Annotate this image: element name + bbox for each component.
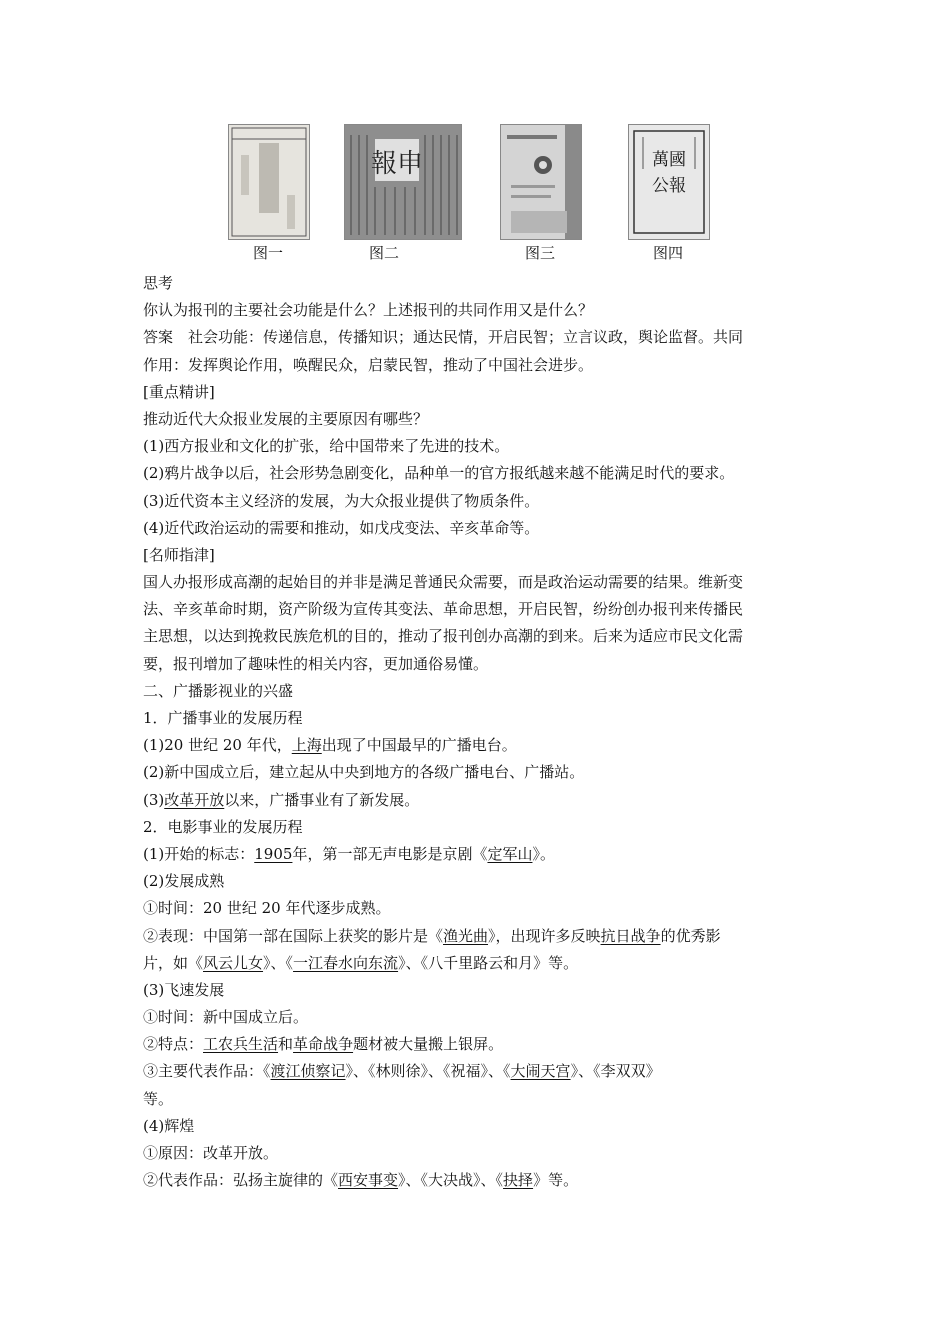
film-item: 等。 xyxy=(143,1089,174,1108)
focus-item: (4)近代政治运动的需要和推动，如戊戌变法、辛亥革命等。 xyxy=(143,518,540,537)
svg-text:萬國: 萬國 xyxy=(652,150,686,170)
broadcast-item: (1)20 世纪 20 年代，上海出现了中国最早的广播电台。 xyxy=(143,736,517,755)
subsection-title: 1．广播事业的发展历程 xyxy=(143,709,303,727)
newspaper-image-1 xyxy=(228,124,310,240)
focus-item: (3)近代资本主义经济的发展，为大众报业提供了物质条件。 xyxy=(143,491,540,510)
think-label: 思考 xyxy=(143,274,174,292)
svg-text:報申: 報申 xyxy=(370,149,424,179)
focus-question: 推动近代大众报业发展的主要原因有哪些？ xyxy=(143,409,429,428)
figure-1 xyxy=(228,124,310,262)
think-question: 你认为报刊的主要社会功能是什么？上述报刊的共同作用又是什么？ xyxy=(143,301,594,320)
figure-2 xyxy=(344,124,462,262)
teacher-text: 法、辛亥革命时期，资产阶级为宣传其变法、革命思想，开启民智，纷纷创办报刊来传播民 xyxy=(143,600,744,619)
figure-caption: 图一 xyxy=(252,244,283,262)
document-body xyxy=(143,270,823,1194)
section-title: 二、广播影视业的兴盛 xyxy=(143,681,294,700)
figure-4 xyxy=(628,124,710,262)
focus-label: [重点精讲] xyxy=(143,382,215,401)
film-item: ①时间：20 世纪 20 年代逐步成熟。 xyxy=(143,899,391,918)
focus-item: (1)西方报业和文化的扩张，给中国带来了先进的技术。 xyxy=(143,437,510,456)
film-item: (2)发展成熟 xyxy=(143,872,225,891)
newspaper-image-3 xyxy=(500,124,582,240)
subsection-title: 2．电影事业的发展历程 xyxy=(143,817,303,836)
film-item: ②表现：中国第一部在国际上获奖的影片是《渔光曲》，出现许多反映抗日战争的优秀影 xyxy=(143,926,721,945)
figure-row xyxy=(228,124,708,264)
focus-item: (2)鸦片战争以后，社会形势急剧变化，品种单一的官方报纸越来越不能满足时代的要求。 xyxy=(143,464,735,483)
teacher-text: 要，报刊增加了趣味性的相关内容，更加通俗易懂。 xyxy=(143,654,489,673)
film-item: ②特点：工农兵生活和革命战争题材被大量搬上银屏。 xyxy=(143,1035,504,1054)
newspaper-image-4 xyxy=(628,124,710,240)
film-item: 片，如《风云儿女》、《一江春水向东流》、《八千里路云和月》等。 xyxy=(143,953,579,972)
film-item: ①原因：改革开放。 xyxy=(143,1144,279,1162)
film-item: ②代表作品：弘扬主旋律的《西安事变》、《大决战》、《抉择》等。 xyxy=(143,1171,579,1190)
newspaper-image-2 xyxy=(344,124,462,240)
film-item: (3)飞速发展 xyxy=(143,980,225,999)
film-item: ①时间：新中国成立后。 xyxy=(143,1008,309,1027)
broadcast-item: (3)改革开放以来，广播事业有了新发展。 xyxy=(143,790,420,809)
think-answer-cont: 作用：发挥舆论作用，唤醒民众，启蒙民智，推动了中国社会进步。 xyxy=(143,355,594,374)
think-answer: 答案 社会功能：传递信息，传播知识；通达民情，开启民智；立言议政，舆论监督。共同 xyxy=(143,328,744,347)
figure-caption: 图四 xyxy=(652,244,683,262)
film-item: (4)辉煌 xyxy=(143,1116,195,1135)
film-item: ③主要代表作品：《渡江侦察记》、《林则徐》、《祝福》、《大闹天宫》、《李双双》 xyxy=(143,1062,661,1081)
figure-caption: 图三 xyxy=(524,244,555,262)
figure-caption: 图二 xyxy=(368,244,399,262)
figure-3 xyxy=(500,124,582,262)
teacher-text: 国人办报形成高潮的起始目的并非是满足普通民众需要，而是政治运动需要的结果。维新变 xyxy=(143,573,744,592)
teacher-text: 主思想，以达到挽救民族危机的目的，推动了报刊创办高潮的到来。后来为适应市民文化需 xyxy=(143,627,744,646)
broadcast-item: (2)新中国成立后，建立起从中央到地方的各级广播电台、广播站。 xyxy=(143,763,585,782)
svg-text:公報: 公報 xyxy=(652,176,686,196)
film-item: (1)开始的标志：1905年，第一部无声电影是京剧《定军山》。 xyxy=(143,844,555,863)
teacher-label: [名师指津] xyxy=(143,545,215,564)
